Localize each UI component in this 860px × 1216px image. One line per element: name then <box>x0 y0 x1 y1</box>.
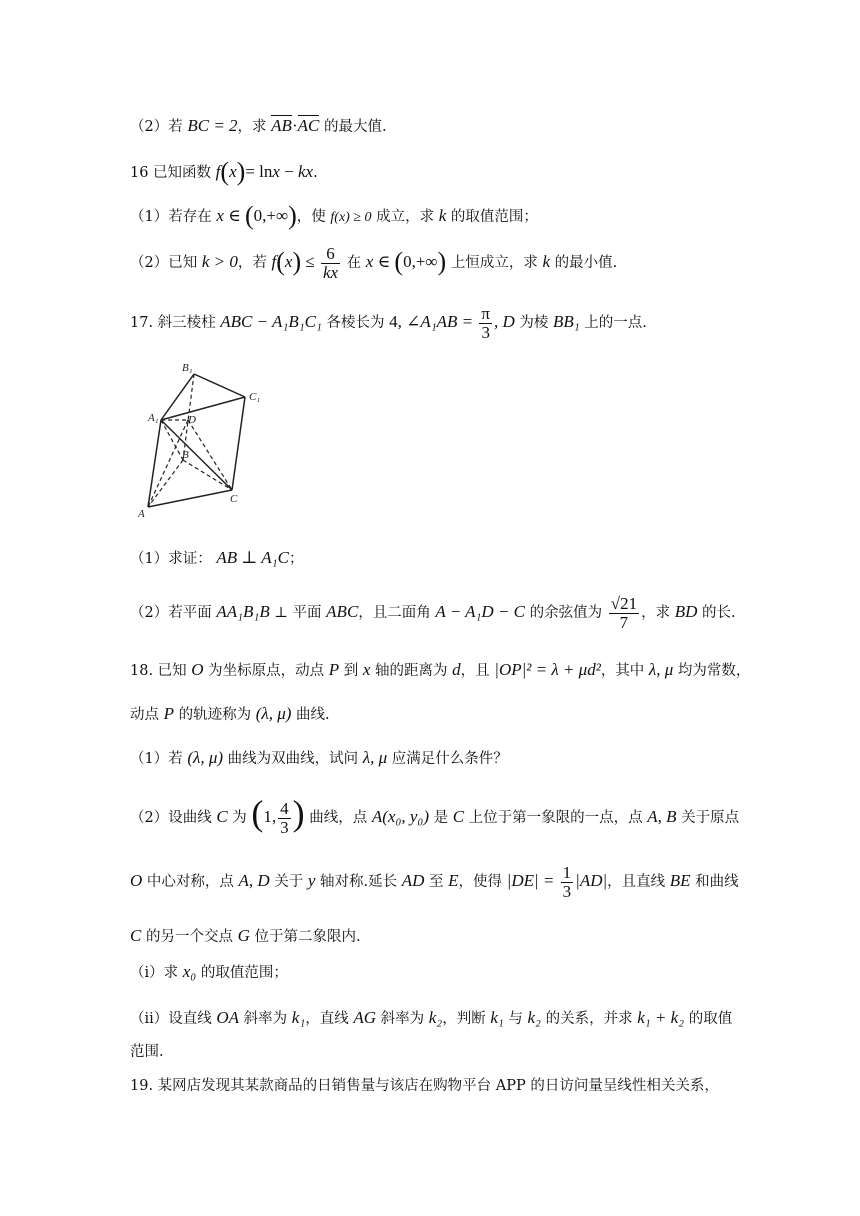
q18-ii-t5: 与 <box>503 1011 528 1027</box>
q18-s2-p: P <box>163 704 174 723</box>
q16-p1-x: x <box>216 206 224 225</box>
q16-p1-k: k <box>438 206 447 225</box>
q17-stem-mid: 各棱长为 <box>321 315 390 331</box>
q18-p2-fraction <box>278 800 291 837</box>
q18-eq: |OP|² = λ + μd² <box>494 660 601 679</box>
q18-ii-t4: ，判断 <box>442 1011 491 1027</box>
label-a1: A₁ <box>148 412 159 424</box>
q18-p2-c: C <box>216 807 228 826</box>
edge-bc <box>183 460 232 490</box>
q17-plane2: ABC <box>326 602 359 621</box>
label-c: C <box>230 493 238 505</box>
q18-i-x0: x₀ <box>182 962 197 981</box>
q18-part2: （2）设曲线 C 为 (1, $\frac{4}{3}$ ) 曲线，点 A(x₀, y₀) 是 C 上位于第一象限的一点，点 A, B 关于原点 <box>130 793 740 837</box>
edge-b1c1 <box>194 374 245 397</box>
q16-stem-prefix: 16 已知函数 <box>130 165 216 181</box>
q16-p2-kgt: k > 0 <box>201 252 238 271</box>
q16-x: x <box>229 162 237 181</box>
label-b: B <box>182 449 189 461</box>
q18-s2-end: 曲线. <box>291 707 330 723</box>
dot-operator: · <box>291 116 298 135</box>
q18-p2c-t1: 的另一个交点 <box>141 929 238 945</box>
q17-bb1: BB₁ <box>553 312 580 331</box>
q17-perp: ⊥ 平面 <box>269 605 327 621</box>
fraction-numerator: π <box>481 303 490 323</box>
q18-t5: ，其中 <box>600 663 649 679</box>
q17-part1 <box>130 546 303 571</box>
q18-p2-one: 1, <box>263 807 277 826</box>
q17-d: , D <box>494 312 515 331</box>
vector-ac: AC <box>297 116 320 135</box>
q18-p2c-g: G <box>237 926 250 945</box>
q18-ii-prefix: （ii）设直线 <box>130 1011 217 1027</box>
q18-p2-t2: 曲线，点 <box>304 810 372 826</box>
q16-p1-interval: 0,+∞ <box>253 206 289 225</box>
q18-p2b-t3: 轴对称.延长 <box>315 874 402 890</box>
q17-stem <box>130 300 647 345</box>
q18-ii-end: 范围. <box>130 1044 164 1060</box>
q19-stem <box>130 1074 719 1098</box>
q16-p2-f: f <box>271 252 277 271</box>
q16-p2-k: k <box>542 252 550 271</box>
q16-x2: x <box>272 162 280 181</box>
q18-t6: 均为常数， <box>673 663 751 679</box>
q17-plane1: AA₁B₁B <box>216 602 270 621</box>
q16-p1-cond: f(x) ≥ 0 <box>330 210 372 225</box>
q18-o: O <box>191 660 204 679</box>
q16-p2-prefix: （2）已知 <box>130 255 202 271</box>
q18-p2b-o: O <box>130 871 143 890</box>
q16-part2: （2）已知 k > 0，若 f(x) ≤ $\frac{6}{kx}$ 在 x ∈ (0,+∞) 上恒成立，求 k 的最小值. <box>130 243 618 282</box>
q17-p1-prefix: （1）求证： <box>130 551 217 567</box>
edge-a1a <box>148 420 161 507</box>
q18-p2b-be: BE <box>669 871 691 890</box>
edge-a1c1 <box>161 397 245 420</box>
fraction-numerator: 1 <box>562 862 572 882</box>
q15-p2-suffix: 的最大值. <box>319 119 387 135</box>
q18-lm: λ, μ <box>648 660 674 679</box>
q18-ii-t2: ，直线 <box>305 1011 354 1027</box>
label-d: D <box>188 414 196 426</box>
q18-t1: 为坐标原点，动点 <box>203 663 329 679</box>
q19-stem-text: 19. 某网店发现其某款商品的日销售量与该店在购物平台 APP 的日访问量呈线性相关关系， <box>130 1078 719 1094</box>
edge-c1c <box>232 397 245 490</box>
q15-part2 <box>130 114 387 139</box>
q16-minus: − <box>279 162 298 181</box>
q18-p1-lm: (λ, μ) <box>187 748 224 767</box>
q18-p2-prefix: （2）设曲线 <box>130 810 217 826</box>
q16-p2-x: x <box>284 252 293 271</box>
q18-p2-t4: 上位于第一象限的一点，点 <box>464 810 648 826</box>
q18-i-end: 的取值范围； <box>196 965 288 981</box>
q18-ii-ag: AG <box>353 1008 377 1027</box>
label-c1: C₁ <box>249 391 261 403</box>
q15-p2-eq: BC = 2 <box>187 116 238 135</box>
q18-p2-ab: A, B <box>647 807 677 826</box>
q17-cos-fraction <box>609 595 639 632</box>
q18-part2-line3 <box>130 924 361 949</box>
q18-p2b-t5: ，使得 <box>458 874 507 890</box>
q17-p2-prefix: （2）若平面 <box>130 605 217 621</box>
q18-p1-prefix: （1）若 <box>130 751 188 767</box>
q15-p2-mid: ，求 <box>237 119 272 135</box>
q15-p2-prefix: （2）若 <box>130 119 188 135</box>
q16-p2-fraction <box>321 245 340 282</box>
q18-t2: 到 <box>339 663 363 679</box>
q17-p2-end: 的长. <box>697 605 736 621</box>
q16-p2-suffix: 上恒成立，求 <box>446 255 543 271</box>
q16-p1-suffix: 成立，求 <box>371 209 439 225</box>
q18-p2b-t1: 中心对称，点 <box>142 874 239 890</box>
q18-p2b-ad2: AD <box>401 871 425 890</box>
q18-t4: ，且 <box>460 663 495 679</box>
q16-p2-le: ≤ <box>301 252 319 271</box>
q18-p2c-c: C <box>130 926 142 945</box>
q16-p2-end: 的最小值. <box>549 255 618 271</box>
q17-dihedral: A − A₁D − C <box>435 602 526 621</box>
q18-p2b-ad3: |AD| <box>575 871 608 890</box>
q16-p2-x2: x <box>365 252 374 271</box>
q18-sub-i <box>130 960 288 985</box>
label-b1: B₁ <box>182 362 193 374</box>
q16-p1-in: ∈ <box>223 206 245 225</box>
q18-p2-t1: 为 <box>227 810 252 826</box>
fraction-denominator: kx <box>322 262 339 282</box>
q18-p2b-y: y <box>307 871 316 890</box>
prism-figure <box>128 352 278 527</box>
q16-rhs: = ln <box>245 162 273 181</box>
q16-p2-in: ∈ <box>373 252 395 271</box>
q16-stem: 16 已知函数 f(x)= lnx − kx. <box>130 157 318 186</box>
q18-ii-t3: 斜率为 <box>376 1011 429 1027</box>
q18-ii-k2b: k₂ <box>527 1008 541 1027</box>
q16-p2-mid: ，若 <box>237 255 272 271</box>
q18-p1-lm2: λ, μ <box>362 748 388 767</box>
q17-stem-end: 上的一点. <box>579 315 647 331</box>
fraction-denominator: 3 <box>562 881 572 901</box>
q16-part1: （1）若存在 x ∈ (0,+∞)，使 f(x) ≥ 0 成立，求 k 的取值范围； <box>130 201 538 230</box>
q18-p2-a: A(x₀, y₀) <box>371 807 429 826</box>
edge-dc <box>188 420 232 490</box>
q16-p2-interval: 0,+∞ <box>403 252 438 271</box>
q16-p1-end: 的取值范围； <box>446 209 538 225</box>
q18-sub-ii-line2 <box>130 1040 164 1064</box>
q17-p1-end: ； <box>288 551 304 567</box>
q17-p2-mid: ，且二面角 <box>358 605 436 621</box>
q18-p1-mid: 曲线为双曲线，试问 <box>223 751 363 767</box>
q17-bd: BD <box>674 602 698 621</box>
q18-p1-end: 应满足什么条件？ <box>387 751 508 767</box>
q18-s2-lm: (λ, μ) <box>255 704 292 723</box>
q18-part1 <box>130 746 508 771</box>
fraction-numerator: √21 <box>610 593 638 613</box>
q16-p1-prefix: （1）若存在 <box>130 209 217 225</box>
q18-ii-t1: 斜率为 <box>239 1011 292 1027</box>
q17-p1-expr: AB ⊥ A₁C <box>216 548 289 567</box>
q18-d: d <box>452 660 461 679</box>
q18-p2-c2: C <box>452 807 465 826</box>
q16-stem-end: . <box>313 165 318 181</box>
q18-p2-t3: 是 <box>429 810 453 826</box>
q18-p2b-ad: A, D <box>238 871 270 890</box>
q17-pi-fraction <box>479 305 492 342</box>
edge-ac <box>148 490 232 507</box>
q18-part2-line2 <box>130 856 739 907</box>
q17-stem-suffix: 为棱 <box>514 315 553 331</box>
q17-angle: , ∠A₁AB = <box>397 312 478 331</box>
q16-kx: kx <box>298 162 314 181</box>
q17-prism: ABC − A₁B₁C₁ <box>220 312 322 331</box>
q18-s2-prefix: 动点 <box>130 707 164 723</box>
q18-p2-t5: 关于原点 <box>676 810 740 826</box>
q18-p2b-e: E <box>448 871 459 890</box>
label-a: A <box>138 508 145 520</box>
q16-p1-mid: ，使 <box>296 209 331 225</box>
q18-ii-k2: k₂ <box>428 1008 443 1027</box>
q18-p2b-t4: 至 <box>424 874 449 890</box>
q18-ii-t6: 的关系，并求 <box>540 1011 638 1027</box>
q17-stem-prefix: 17. 斜三棱柱 <box>130 315 221 331</box>
q17-p2-mid2: 的余弦值为 <box>525 605 607 621</box>
q18-ii-k1b: k₁ <box>490 1008 504 1027</box>
q18-ii-sum: k₁ + k₂ <box>637 1008 685 1027</box>
q18-p2b-t6: ，且直线 <box>607 874 670 890</box>
vector-ab: AB <box>271 116 292 135</box>
fraction-numerator: 4 <box>280 798 289 818</box>
q18-i-prefix: （i）求 <box>130 965 183 981</box>
fraction-denominator: 7 <box>619 612 629 632</box>
q18-sub-ii <box>130 1006 732 1031</box>
q18-p2b-t7: 和曲线 <box>690 874 739 890</box>
q18-ii-oa: OA <box>216 1008 240 1027</box>
q18-ii-t7: 的取值 <box>684 1011 733 1027</box>
q18-stem-line2 <box>130 702 330 727</box>
q18-p2b-de: |DE| = <box>506 871 559 890</box>
q18-prefix: 18. 已知 <box>130 663 192 679</box>
q17-part2 <box>130 590 736 635</box>
q18-p2b-t2: 关于 <box>269 874 308 890</box>
q18-ii-k1: k₁ <box>291 1008 306 1027</box>
q18-t3: 轴的距离为 <box>370 663 453 679</box>
q18-p2c-t2: 位于第二象限内. <box>249 929 361 945</box>
q18-p: P <box>328 660 340 679</box>
q16-p2-mid2: 在 <box>342 255 366 271</box>
fraction-numerator: 6 <box>321 245 340 264</box>
q18-p2b-fraction <box>561 864 574 901</box>
q18-stem <box>130 658 750 683</box>
fraction-denominator: 3 <box>481 322 490 342</box>
q18-x: x <box>362 660 371 679</box>
fraction-denominator: 3 <box>280 817 289 837</box>
q17-p2-suffix: ，求 <box>641 605 675 621</box>
q18-s2-mid: 的轨迹称为 <box>174 707 256 723</box>
q16-f: f <box>215 162 221 181</box>
q17-len: 4 <box>389 312 398 331</box>
